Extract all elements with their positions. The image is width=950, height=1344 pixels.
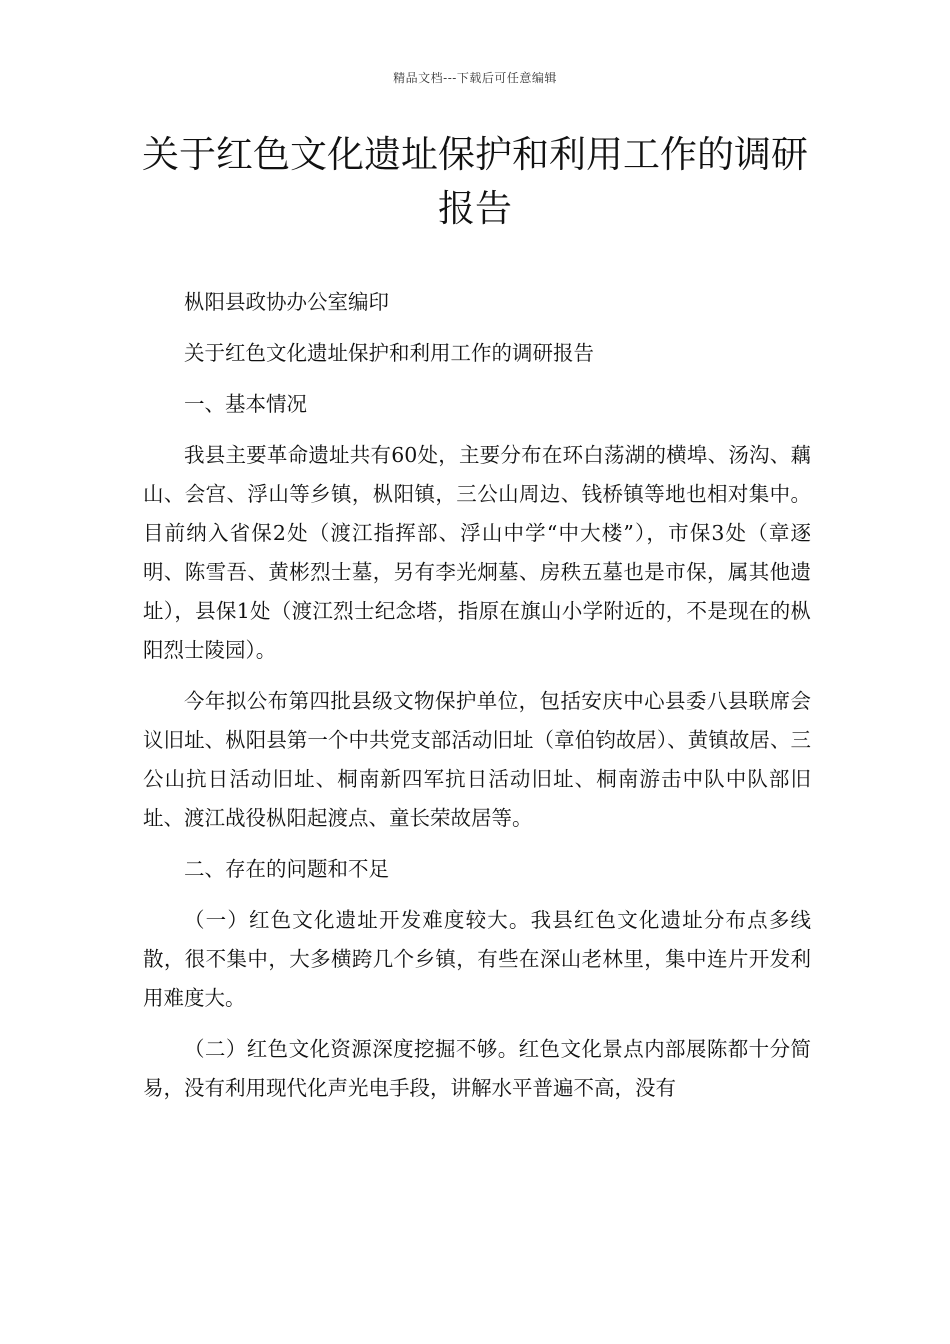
paragraph-problem-one: （一）红色文化遗址开发难度较大。我县红色文化遗址分布点多线散，很不集中，大多横跨几个乡镇，有些在深山老林里，集中连片开发利用难度大。 [143,908,811,1010]
document-body [143,283,811,1120]
header-note: 精品文档---下载后可任意编辑 [393,71,557,85]
paragraph-fourth-batch: 今年拟公布第四批县级文物保护单位，包括安庆中心县委八县联席会议旧址、枞阳县第一个中共党支部活动旧址（章伯钧故居）、黄镇故居、三公山抗日活动旧址、桐南新四军抗日活动旧址、桐南游击中队中队部旧址、渡江战役枞阳起渡点、童长荣故居等。 [143,689,811,830]
paragraph-revolutionary-sites: 我县主要革命遗址共有60处，主要分布在环白荡湖的横埠、汤沟、藕山、会宫、浮山等乡镇，枞阳镇，三公山周边、钱桥镇等地也相对集中。目前纳入省保2处（渡江指挥部、浮山中学“中大楼”），市保3处（章逐明、陈雪吾、黄彬烈士墓，另有李光炯墓、房秩五墓也是市保，属其他遗址），县保1处（渡江烈士纪念塔，指原在旗山小学附近的，不是现在的枞阳烈士陵园）。 [143,443,811,662]
section-heading-problems: 二、存在的问题和不足 [184,857,389,881]
subtitle-line: 关于红色文化遗址保护和利用工作的调研报告 [184,341,594,365]
section-heading-basic-situation: 一、基本情况 [184,392,307,416]
paragraph-problem-two: （二）红色文化资源深度挖掘不够。红色文化景点内部展陈都十分简易，没有利用现代化声光电手段，讲解水平普遍不高，没有 [143,1037,811,1100]
document-title: 关于红色文化遗址保护和利用工作的调研报告 [142,133,808,230]
publisher-line: 枞阳县政协办公室编印 [184,290,389,314]
